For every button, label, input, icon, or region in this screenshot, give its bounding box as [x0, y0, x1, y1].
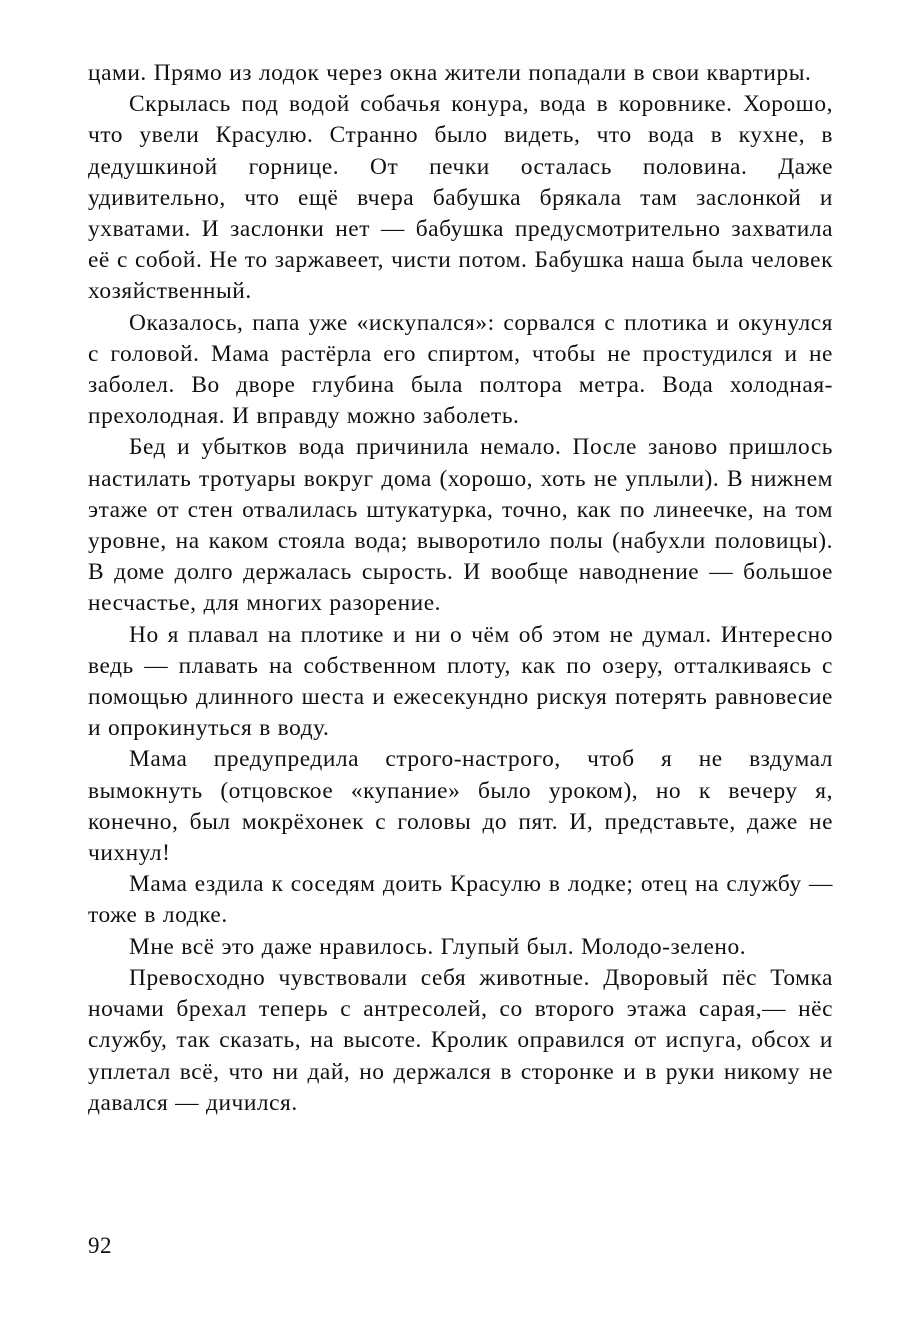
body-text	[88, 58, 833, 1119]
paragraph: Превосходно чувствовали себя животные. Дворовый пёс Томка ночами брехал теперь с антресолей, со второго этажа сарая,— нёс службу, так сказать, на высоте. Кролик оправился от испуга, обсох и уплетал всё, что ни дай, но держался в сторонке и в руки никому не давался — дичился.	[88, 964, 833, 1116]
paragraph: Но я плавал на плотике и ни о чём об этом не думал. Интересно ведь — плавать на собственном плоту, как по озеру, отталкиваясь с помощью длинного шеста и ежесекундно рискуя потерять равновесие и опрокинуться в воду.	[88, 621, 833, 742]
paragraph-continuation: цами. Прямо из лодок через окна жители попадали в свои квартиры.	[88, 60, 812, 86]
paragraph: Мне всё это даже нравилось. Глупый был. Молодо-зелено.	[129, 933, 747, 960]
paragraph: Оказалось, папа уже «искупался»: сорвался с плотика и окунулся с головой. Мама растёрла его спиртом, чтобы не простудился и не заболел. Во дворе глубина была полтора метра. Вода холодная-прехолодная. И вправду можно заболеть.	[88, 309, 833, 430]
page-number: 92	[88, 1233, 112, 1258]
paragraph: Скрылась под водой собачья конура, вода в коровнике. Хорошо, что увели Красулю. Странно было видеть, что вода в кухне, в дедушкиной горнице. От печки осталась половина. Даже удивительно, что ещё вчера бабушка брякала там заслонкой и ухватами. И заслонки нет — бабушка предусмотрительно захватила её с собой. Не то заржавеет, чисти потом. Бабушка наша была человек хозяйственный.	[88, 91, 833, 305]
paragraph: Бед и убытков вода причинила немало. После заново пришлось настилать тротуары вокруг дома (хорошо, хоть не уплыли). В нижнем этаже от стен отвалилась штукатурка, точно, как по линеечке, на том уровне, на каком стояла вода; выворотило полы (набухли половицы). В доме долго держалась сырость. И вообще наводнение — большое несчастье, для многих разорение.	[88, 434, 833, 617]
paragraph: Мама предупредила строго-настрого, чтоб я не вздумал вымокнуть (отцовское «купание» было уроком), но к вечеру я, конечно, был мокрёхонек с головы до пят. И, представьте, даже не чихнул!	[88, 746, 833, 867]
paragraph: Мама ездила к соседям доить Красулю в лодке; отец на службу — тоже в лодке.	[88, 871, 833, 929]
